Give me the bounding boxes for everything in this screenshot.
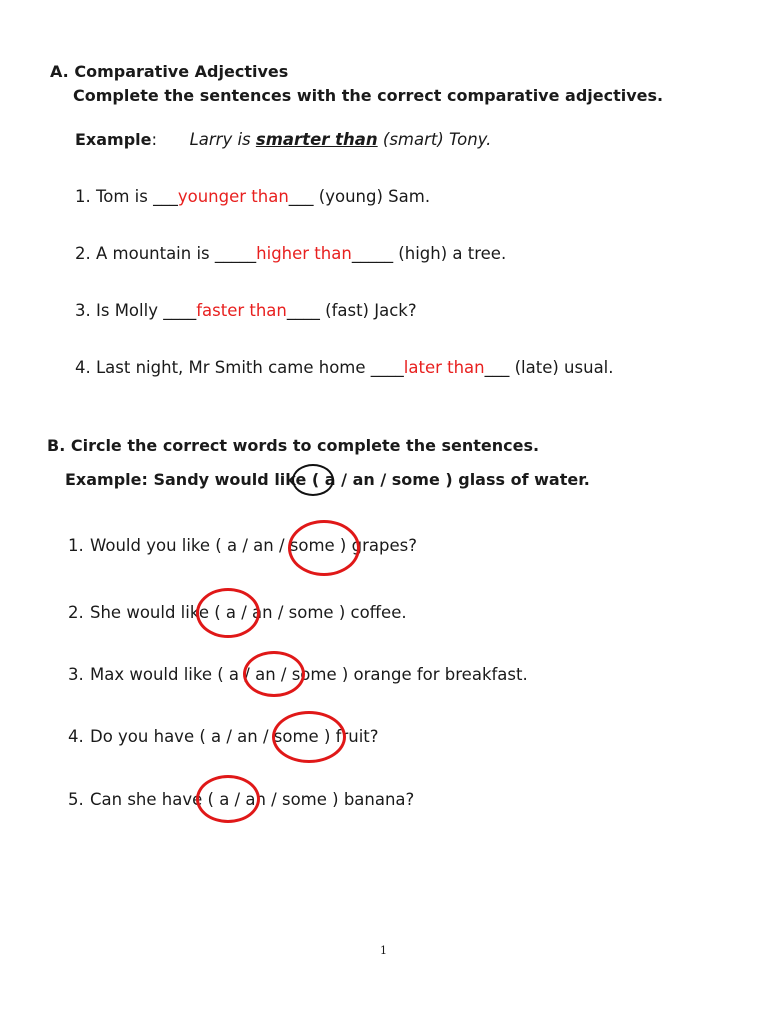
item-answer: younger than <box>177 187 289 206</box>
item-after: ____ (fast) Jack? <box>286 301 417 320</box>
section-b-item <box>68 536 417 555</box>
item-text: Do you have ( a / an / some ) fruit? <box>90 727 379 746</box>
section-b-title: B. Circle the correct words to complete the sentences. <box>47 436 540 455</box>
item-text: Would you like ( a / an / some ) grapes? <box>90 536 417 555</box>
answer-circle <box>288 520 360 576</box>
item-text: She would like ( a / an / some ) coffee. <box>90 603 407 622</box>
item-answer: higher than <box>256 244 352 263</box>
item-number: 4. <box>68 727 84 746</box>
item-number: 3. <box>68 665 84 684</box>
example-label: Example <box>75 130 152 149</box>
section-a-item <box>75 358 614 377</box>
answer-circle <box>243 651 305 697</box>
item-after: ___ (young) Sam. <box>288 187 431 206</box>
answer-circle <box>196 588 260 638</box>
example-colon: : <box>151 130 158 149</box>
item-text: Max would like ( a / an / some ) orange for breakfast. <box>90 665 528 684</box>
item-before: 2. A mountain is _____ <box>75 244 257 263</box>
page-number: 1 <box>380 944 387 957</box>
example-before: Larry is <box>189 130 256 149</box>
item-before: 4. Last night, Mr Smith came home ____ <box>75 358 404 377</box>
section-a-example <box>75 130 491 149</box>
section-a-item <box>75 244 506 263</box>
item-answer: faster than <box>196 301 287 320</box>
section-a-instruction: Complete the sentences with the correct comparative adjectives. <box>73 86 664 105</box>
item-number: 5. <box>68 790 84 809</box>
example-circle <box>292 464 334 496</box>
item-before: 1. Tom is ___ <box>75 187 178 206</box>
section-a-item <box>75 187 430 206</box>
example-after: (smart) Tony. <box>377 130 492 149</box>
item-text: Can she have ( a / an / some ) banana? <box>90 790 415 809</box>
item-after: ___ (late) usual. <box>484 358 614 377</box>
section-b-example: Example: Sandy would like ( a / an / some ) glass of water. <box>65 470 590 489</box>
item-number: 1. <box>68 536 84 555</box>
answer-circle <box>196 775 260 823</box>
section-a-title: A. Comparative Adjectives <box>50 62 289 81</box>
example-answer: smarter than <box>255 130 378 149</box>
section-a-item <box>75 301 417 320</box>
item-before: 3. Is Molly ____ <box>75 301 197 320</box>
item-answer: later than <box>403 358 485 377</box>
item-after: _____ (high) a tree. <box>351 244 507 263</box>
answer-circle <box>272 711 346 763</box>
item-number: 2. <box>68 603 84 622</box>
